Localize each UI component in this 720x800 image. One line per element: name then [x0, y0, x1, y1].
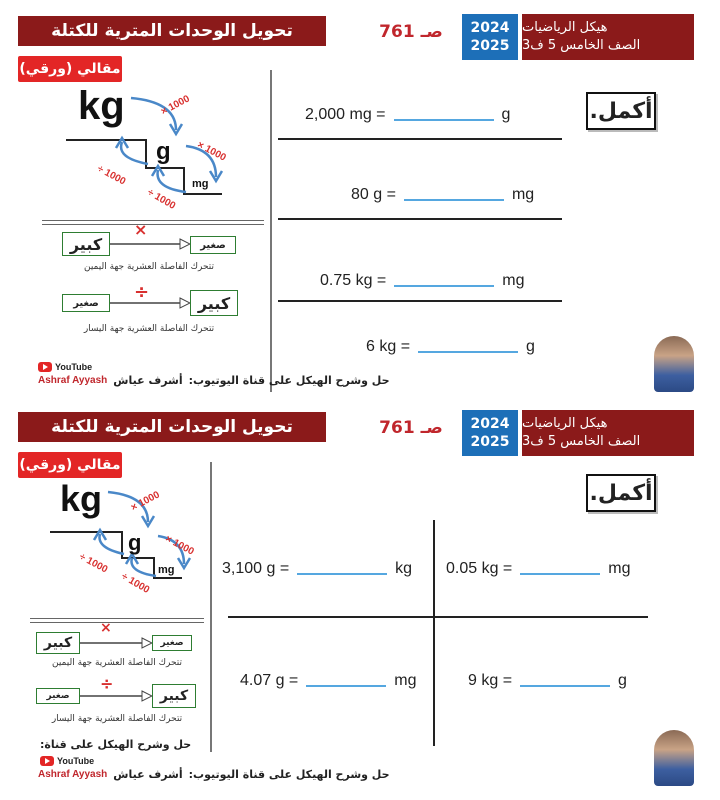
footer-text: حل وشرح الهيكل على قناة اليوتيوب: [188, 374, 390, 387]
youtube-icon [40, 756, 54, 766]
divider-vertical [270, 70, 272, 392]
footer [38, 768, 390, 781]
question-left: 9 kg = [468, 672, 513, 689]
question-unit: mg [511, 186, 535, 203]
multiply-sign: × [100, 620, 112, 636]
answer-blank[interactable] [520, 563, 600, 575]
answer-blank[interactable] [418, 341, 518, 353]
instruction-label: أكمل. [586, 92, 656, 130]
divider [30, 622, 204, 623]
worksheet-panel-2 [0, 404, 720, 794]
grid-divider-horizontal [228, 616, 648, 618]
answer-blank[interactable] [297, 563, 387, 575]
youtube-icon [38, 362, 52, 372]
footer [38, 374, 390, 387]
question-left: 3,100 g = [222, 560, 290, 577]
question-unit: g [618, 672, 627, 689]
question-row [305, 106, 510, 124]
rule-big-box: كبير [152, 684, 196, 708]
rule-caption: تتحرك الفاصلة العشرية جهة اليسار [51, 714, 183, 724]
rule-caption: تتحرك الفاصلة العشرية جهة اليمين [83, 262, 215, 272]
question-unit: g [501, 106, 511, 123]
rule-small-box: صغير [62, 294, 110, 312]
divider-vertical [210, 462, 212, 752]
author-name-ar: أشرف عياش [113, 768, 183, 781]
author-name-ar: أشرف عياش [113, 374, 183, 387]
youtube-label: YouTube [57, 756, 95, 766]
rule-small-box: صغير [36, 688, 80, 704]
divide-label: ÷ 1000 [145, 187, 178, 212]
question-row [446, 560, 631, 578]
multiply-sign: × [134, 220, 148, 239]
youtube-logo [40, 756, 94, 766]
question-type-badge: مقالي (ورقي) [18, 452, 122, 478]
rule-big-box: كبير [36, 632, 80, 654]
panel-title: تحويل الوحدات المترية للكتلة [18, 16, 326, 46]
answer-blank[interactable] [404, 189, 504, 201]
unit-kg: kg [78, 84, 125, 128]
course-header [522, 410, 694, 456]
unit-g: g [156, 138, 171, 165]
youtube-logo [38, 362, 92, 372]
ladder-steps-graphic [36, 82, 266, 222]
header-line-1: هيكل الرياضيات [522, 20, 608, 35]
rule-small-box: صغير [152, 635, 192, 651]
arrow-right-icon [80, 635, 152, 651]
year-bottom: 2025 [470, 38, 510, 54]
row-divider [278, 138, 562, 140]
author-avatar [654, 336, 694, 392]
multiply-label: × 1000 [195, 139, 228, 164]
rule-big-box: كبير [190, 290, 238, 316]
question-left: 0.75 kg = [320, 272, 387, 289]
question-unit: mg [608, 560, 631, 577]
year-badge [462, 410, 518, 456]
unit-mg: mg [192, 178, 209, 190]
page-number: صـ 761 [379, 22, 443, 42]
year-bottom: 2025 [470, 434, 510, 450]
answer-blank[interactable] [394, 109, 494, 121]
worksheet-panel-1 [0, 8, 720, 398]
divider [30, 618, 204, 619]
unit-g: g [128, 530, 142, 555]
question-left: 80 g = [351, 186, 396, 203]
multiply-label: × 1000 [163, 533, 196, 558]
unit-kg: kg [60, 478, 103, 519]
answer-blank[interactable] [520, 675, 610, 687]
rule-big-box: كبير [62, 232, 110, 256]
divide-label: ÷ 1000 [95, 163, 128, 188]
question-left: 4.07 g = [240, 672, 299, 689]
question-type-badge: مقالي (ورقي) [18, 56, 122, 82]
year-top: 2024 [470, 20, 510, 36]
arrow-right-icon [110, 295, 190, 311]
multiply-label: × 1000 [129, 489, 162, 514]
instruction-label: أكمل. [586, 474, 656, 512]
panel-title: تحويل الوحدات المترية للكتلة [18, 412, 326, 442]
question-unit: kg [395, 560, 413, 577]
rule-caption: تتحرك الفاصلة العشرية جهة اليمين [51, 658, 183, 668]
answer-blank[interactable] [394, 275, 494, 287]
header-line-2: الصف الخامس 5 ف3 [522, 434, 641, 449]
divider [42, 224, 264, 225]
answer-blank[interactable] [306, 675, 386, 687]
divide-label: ÷ 1000 [77, 551, 110, 576]
row-divider [278, 218, 562, 220]
question-row [351, 186, 534, 204]
divide-sign: ÷ [134, 282, 150, 303]
course-header [522, 14, 694, 60]
divide-sign: ÷ [100, 674, 114, 693]
divider [42, 220, 264, 221]
grid-divider-vertical [433, 520, 435, 746]
row-divider [278, 300, 562, 302]
author-avatar [654, 730, 694, 786]
question-left: 6 kg = [366, 338, 411, 355]
year-top: 2024 [470, 416, 510, 432]
unit-ladder [36, 82, 266, 222]
question-row [222, 560, 412, 578]
question-row [468, 672, 627, 690]
header-line-2: الصف الخامس 5 ف3 [522, 38, 641, 53]
rule-caption: تتحرك الفاصلة العشرية جهة اليسار [83, 324, 215, 334]
divide-label: ÷ 1000 [119, 571, 152, 596]
rule-small-box: صغير [190, 236, 236, 254]
channel-label: حل وشرح الهيكل على قناة: [40, 738, 192, 751]
question-left: 0.05 kg = [446, 560, 513, 577]
unit-mg: mg [158, 564, 175, 576]
multiply-label: × 1000 [159, 93, 192, 118]
arrow-right-icon [110, 236, 190, 252]
question-unit: g [526, 338, 535, 355]
question-unit: mg [502, 272, 525, 289]
arrow-right-icon [80, 688, 152, 704]
year-badge [462, 14, 518, 60]
youtube-label: YouTube [55, 362, 93, 372]
question-left: 2,000 mg = [305, 106, 386, 123]
question-row [240, 672, 417, 690]
author-name-en: Ashraf Ayyash [38, 375, 108, 386]
question-row [366, 338, 535, 356]
header-line-1: هيكل الرياضيات [522, 416, 608, 431]
page-number: صـ 761 [379, 418, 443, 438]
footer-text: حل وشرح الهيكل على قناة اليوتيوب: [188, 768, 390, 781]
question-row [320, 272, 525, 290]
author-name-en: Ashraf Ayyash [38, 769, 108, 780]
unit-ladder [30, 478, 230, 608]
question-unit: mg [394, 672, 417, 689]
